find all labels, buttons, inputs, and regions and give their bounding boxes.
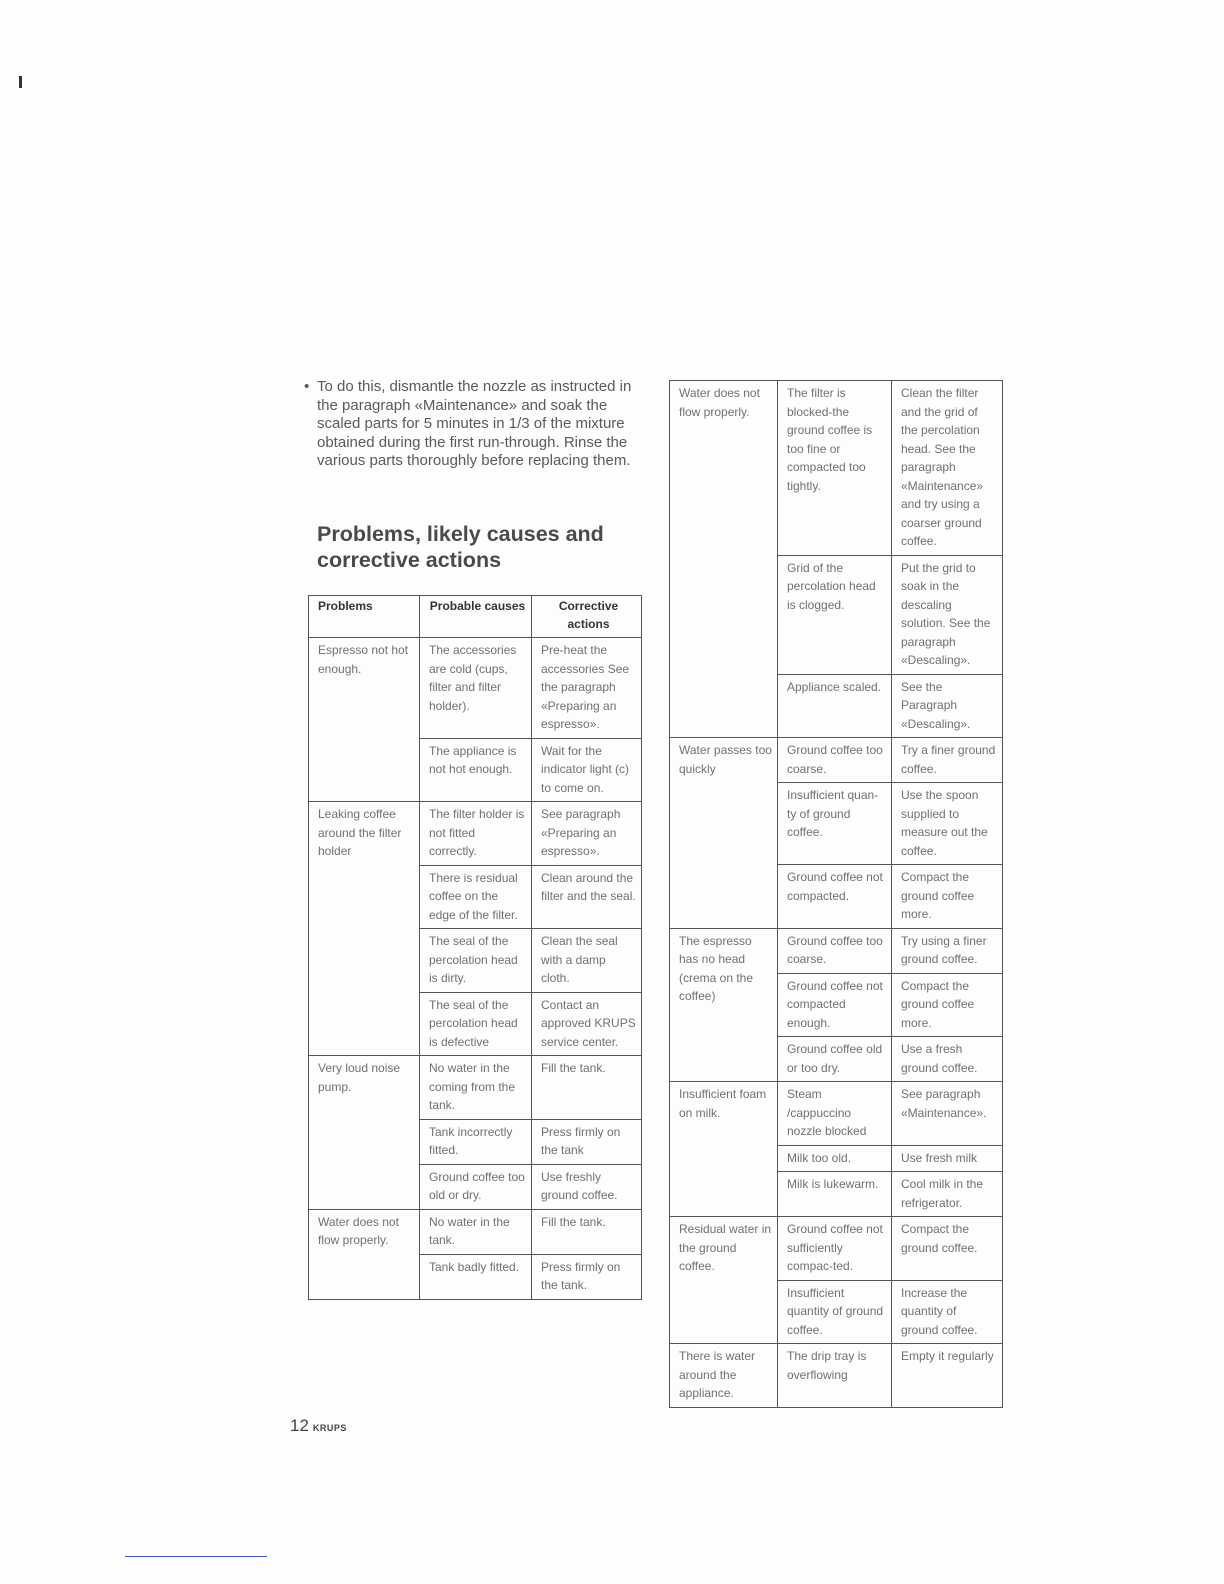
action-cell: Contact an approved KRUPS service center. <box>532 992 642 1056</box>
problem-cell: Water does not flow properly. <box>309 1209 420 1299</box>
intro-text: To do this, dismantle the nozzle as instructed in the paragraph «Maintenance» and soak the scaled parts for 5 minutes in 1/3 of the mixture obtained during the first run-through. Rinse the various parts thoroughly before replacing them. <box>317 378 632 469</box>
action-cell: Pre-heat the accessories See the paragraph «Preparing an espresso». <box>532 638 642 739</box>
action-cell: Fill the tank. <box>532 1209 642 1254</box>
cause-cell: Ground coffee too coarse. <box>778 738 892 783</box>
cause-cell: Insufficient quan-ty of ground coffee. <box>778 783 892 865</box>
action-cell: Try using a finer ground coffee. <box>892 928 1003 973</box>
action-cell: Increase the quantity of ground coffee. <box>892 1280 1003 1344</box>
table-row <box>309 802 642 866</box>
cause-cell: Tank badly fitted. <box>420 1254 532 1299</box>
problem-cell: There is water around the appliance. <box>670 1344 778 1408</box>
action-cell: Compact the ground coffee more. <box>892 865 1003 929</box>
cause-cell: The seal of the percolation head is defective <box>420 992 532 1056</box>
cause-cell: The seal of the percolation head is dirty. <box>420 929 532 993</box>
action-cell: See the Paragraph «Descaling». <box>892 674 1003 738</box>
troubleshooting-table-right <box>669 380 1003 1408</box>
action-cell: Clean around the filter and the seal. <box>532 865 642 929</box>
table-row <box>670 1082 1003 1146</box>
action-cell: See paragraph «Maintenance». <box>892 1082 1003 1146</box>
action-cell: Use the spoon supplied to measure out the coffee. <box>892 783 1003 865</box>
cause-cell: Insufficient quantity of ground coffee. <box>778 1280 892 1344</box>
action-cell: Wait for the indicator light (c) to come on. <box>532 738 642 802</box>
action-cell: Use fresh milk <box>892 1145 1003 1172</box>
bullet-icon: • <box>304 378 310 395</box>
section-heading: Problems, likely causes and corrective actions <box>317 522 604 572</box>
cause-cell: There is residual coffee on the edge of the filter. <box>420 865 532 929</box>
action-cell: Press firmly on the tank <box>532 1119 642 1164</box>
page-footer <box>290 1416 347 1436</box>
troubleshooting-table-left <box>308 595 642 1300</box>
table-row <box>670 1344 1003 1408</box>
table-header-row <box>309 596 642 638</box>
table-row <box>309 1209 642 1254</box>
cause-cell: The drip tray is overflowing <box>778 1344 892 1408</box>
cause-cell: No water in the coming from the tank. <box>420 1056 532 1120</box>
action-cell: Cool milk in the refrigerator. <box>892 1172 1003 1217</box>
action-cell: Use a fresh ground coffee. <box>892 1037 1003 1082</box>
cause-cell: Milk is lukewarm. <box>778 1172 892 1217</box>
cause-cell: Ground coffee not compacted. <box>778 865 892 929</box>
table-row <box>670 928 1003 973</box>
cause-cell: Appliance scaled. <box>778 674 892 738</box>
action-cell: Fill the tank. <box>532 1056 642 1120</box>
header-probable-causes: Probable causes <box>420 596 532 638</box>
table-row <box>670 381 1003 556</box>
table-row <box>670 738 1003 783</box>
cause-cell: Steam /cappuccino nozzle blocked <box>778 1082 892 1146</box>
cause-cell: Ground coffee too coarse. <box>778 928 892 973</box>
cause-cell: Milk too old. <box>778 1145 892 1172</box>
page-number: 12 <box>290 1416 309 1435</box>
action-cell: Try a finer ground coffee. <box>892 738 1003 783</box>
problem-cell: Insufficient foam on milk. <box>670 1082 778 1217</box>
scan-artifact-mark <box>19 76 22 88</box>
cause-cell: Ground coffee not compacted enough. <box>778 973 892 1037</box>
cause-cell: Tank incorrectly fitted. <box>420 1119 532 1164</box>
table-row <box>309 1056 642 1120</box>
table-row <box>670 1217 1003 1281</box>
intro-paragraph <box>304 378 644 471</box>
problem-cell: Water passes too quickly <box>670 738 778 929</box>
cause-cell: Ground coffee old or too dry. <box>778 1037 892 1082</box>
cause-cell: Ground coffee too old or dry. <box>420 1164 532 1209</box>
cause-cell: The filter holder is not fitted correctly. <box>420 802 532 866</box>
action-cell: Clean the seal with a damp cloth. <box>532 929 642 993</box>
table-row <box>309 638 642 739</box>
cause-cell: The appliance is not hot enough. <box>420 738 532 802</box>
action-cell: Use freshly ground coffee. <box>532 1164 642 1209</box>
action-cell: Press firmly on the tank. <box>532 1254 642 1299</box>
action-cell: See paragraph «Preparing an espresso». <box>532 802 642 866</box>
header-problems: Problems <box>309 596 420 638</box>
brand-name: KRUPS <box>312 1423 347 1433</box>
problem-cell: Very loud noise pump. <box>309 1056 420 1210</box>
cause-cell: The accessories are cold (cups, filter and filter holder). <box>420 638 532 739</box>
action-cell: Put the grid to soak in the descaling solution. See the paragraph «Descaling». <box>892 555 1003 674</box>
action-cell: Empty it regularly <box>892 1344 1003 1408</box>
action-cell: Compact the ground coffee. <box>892 1217 1003 1281</box>
header-corrective-actions: Corrective actions <box>532 596 642 638</box>
cause-cell: Ground coffee not sufficiently compac-ted. <box>778 1217 892 1281</box>
cause-cell: No water in the tank. <box>420 1209 532 1254</box>
scan-artifact-line <box>125 1556 267 1557</box>
cause-cell: Grid of the percolation head is clogged. <box>778 555 892 674</box>
action-cell: Compact the ground coffee more. <box>892 973 1003 1037</box>
action-cell: Clean the filter and the grid of the percolation head. See the paragraph «Maintenance» and try using a coarser ground coffee. <box>892 381 1003 556</box>
problem-cell: Residual water in the ground coffee. <box>670 1217 778 1344</box>
problem-cell: Water does not flow properly. <box>670 381 778 738</box>
problem-cell: The espresso has no head (crema on the coffee) <box>670 928 778 1082</box>
problem-cell: Espresso not hot enough. <box>309 638 420 802</box>
problem-cell: Leaking coffee around the filter holder <box>309 802 420 1056</box>
cause-cell: The filter is blocked-the ground coffee is too fine or compacted too tightly. <box>778 381 892 556</box>
